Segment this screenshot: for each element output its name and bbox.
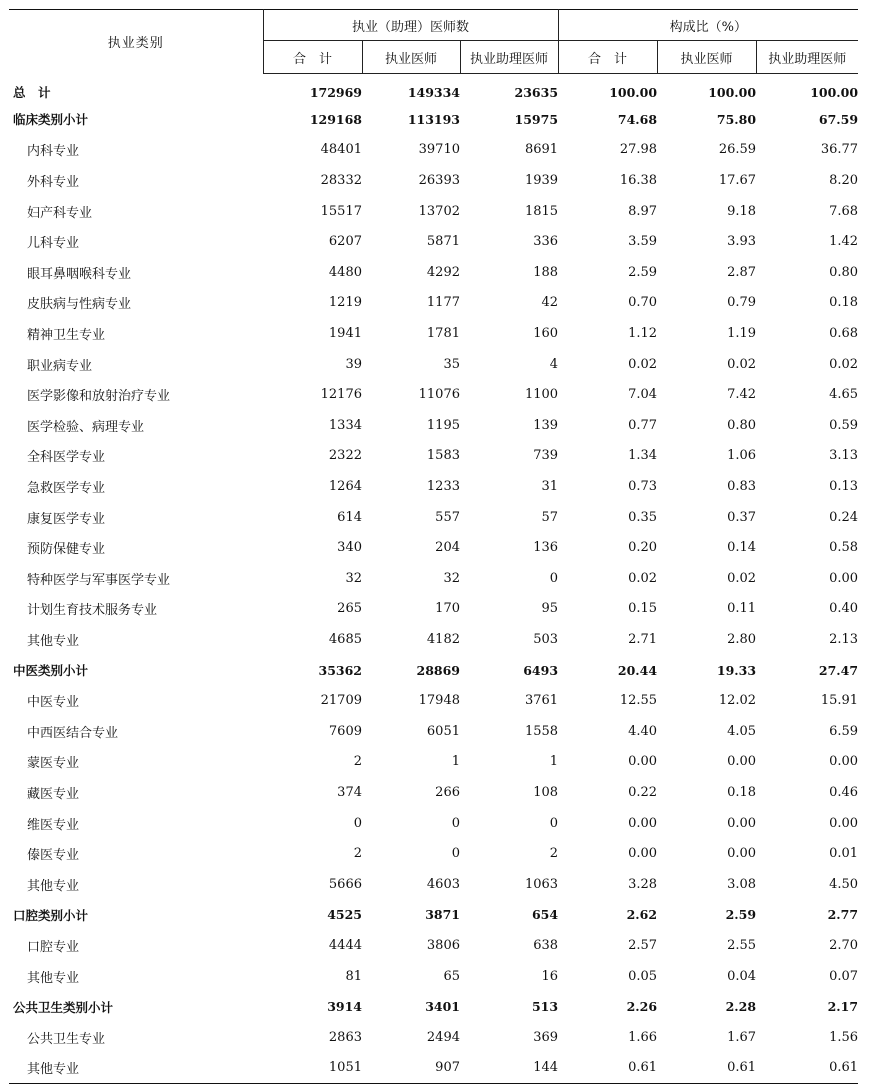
- row-label: 口腔类别小计: [13, 907, 89, 923]
- cell-count-assistant: 513: [531, 999, 559, 1015]
- cell-ratio-physician: 12.02: [718, 693, 757, 709]
- cell-count-physician: 557: [435, 509, 460, 525]
- cell-count-assistant: 1063: [524, 876, 559, 892]
- table-row: [9, 716, 858, 747]
- cell-ratio-assistant: 0.07: [829, 968, 859, 984]
- table-row: [9, 747, 858, 778]
- row-label: 其他专业: [27, 633, 80, 649]
- row-label: 总 计: [13, 84, 51, 100]
- row-label: 公共卫生专业: [27, 1031, 106, 1047]
- cell-count-physician: 1177: [426, 295, 460, 311]
- cell-ratio-physician: 1.67: [727, 1029, 757, 1045]
- cell-count-total: 3914: [327, 999, 362, 1015]
- row-label: 眼耳鼻咽喉科专业: [27, 266, 132, 282]
- cell-ratio-physician: 2.80: [727, 631, 757, 647]
- cell-count-assistant: 0: [549, 815, 559, 831]
- cell-count-physician: 28869: [416, 662, 460, 678]
- cell-count-assistant: 144: [533, 1060, 559, 1076]
- cell-count-assistant: 188: [533, 264, 559, 280]
- cell-ratio-total: 0.22: [628, 784, 658, 800]
- cell-count-assistant: 1: [549, 754, 559, 770]
- cell-ratio-assistant: 2.77: [827, 907, 859, 923]
- cell-ratio-physician: 0.80: [727, 417, 757, 433]
- row-label: 口腔专业: [27, 939, 80, 955]
- cell-count-assistant: 6493: [523, 662, 559, 678]
- cell-count-assistant: 31: [541, 479, 559, 495]
- cell-ratio-total: 0.05: [628, 968, 658, 984]
- row-label: 公共卫生类别小计: [13, 999, 114, 1015]
- cell-count-total: 0: [353, 815, 362, 831]
- cell-ratio-total: 0.00: [628, 815, 658, 831]
- table-row: [9, 1053, 858, 1084]
- row-label: 计划生育技术服务专业: [27, 603, 158, 619]
- cell-ratio-physician: 0.61: [727, 1060, 757, 1076]
- table-row: [9, 135, 858, 166]
- cell-count-assistant: 4: [549, 356, 559, 372]
- physician-category-table: [9, 9, 858, 1084]
- cell-count-total: 1219: [328, 295, 362, 311]
- table-row: [9, 685, 858, 716]
- cell-count-total: 15517: [320, 203, 362, 219]
- cell-ratio-assistant: 0.13: [829, 479, 859, 495]
- cell-ratio-total: 2.59: [628, 264, 658, 280]
- row-label: 特种医学与军事医学专业: [27, 572, 171, 588]
- cell-count-total: 5666: [328, 876, 362, 892]
- cell-ratio-assistant: 2.70: [829, 937, 859, 953]
- cell-ratio-total: 0.15: [628, 601, 658, 617]
- cell-ratio-physician: 17.67: [718, 173, 757, 189]
- cell-count-total: 7609: [328, 723, 362, 739]
- table-row: [9, 930, 858, 961]
- cell-ratio-total: 3.28: [628, 876, 658, 892]
- table-row: [9, 1022, 858, 1053]
- cell-count-total: 81: [345, 968, 362, 984]
- cell-count-assistant: 160: [533, 326, 559, 342]
- cell-ratio-assistant: 67.59: [818, 111, 859, 127]
- cell-ratio-total: 0.20: [628, 540, 658, 556]
- header-count-total: 合 计: [263, 41, 362, 74]
- cell-ratio-physician: 0.18: [727, 784, 757, 800]
- row-label: 维医专业: [27, 817, 80, 833]
- cell-ratio-assistant: 0.24: [829, 509, 859, 525]
- table-row: [9, 869, 858, 900]
- table-row: [9, 502, 858, 533]
- cell-ratio-total: 0.73: [628, 479, 658, 495]
- cell-ratio-assistant: 0.80: [829, 264, 859, 280]
- row-label: 预防保健专业: [27, 542, 106, 558]
- cell-count-total: 12176: [320, 387, 362, 403]
- cell-ratio-physician: 0.11: [727, 601, 757, 617]
- cell-count-total: 4480: [328, 264, 362, 280]
- row-label: 其他专业: [27, 878, 80, 894]
- cell-count-physician: 6051: [426, 723, 460, 739]
- cell-count-total: 48401: [320, 142, 362, 158]
- cell-count-total: 614: [337, 509, 362, 525]
- cell-ratio-physician: 0.02: [727, 570, 757, 586]
- cell-ratio-assistant: 0.58: [829, 540, 859, 556]
- cell-count-physician: 0: [451, 815, 460, 831]
- table-header: [9, 10, 858, 74]
- cell-count-assistant: 2: [549, 846, 559, 862]
- cell-count-total: 1264: [328, 479, 362, 495]
- cell-count-assistant: 3761: [524, 693, 559, 709]
- header-ratio-physician: 执业医师: [657, 41, 756, 74]
- cell-count-physician: 3401: [425, 999, 460, 1015]
- table-row: [9, 196, 858, 227]
- row-label: 儿科专业: [27, 236, 80, 252]
- cell-count-physician: 113193: [407, 111, 460, 127]
- cell-ratio-physician: 2.87: [727, 264, 757, 280]
- cell-ratio-total: 2.26: [626, 999, 658, 1015]
- cell-ratio-assistant: 1.42: [829, 234, 859, 250]
- cell-ratio-total: 4.40: [628, 723, 658, 739]
- cell-ratio-assistant: 4.65: [829, 387, 859, 403]
- cell-ratio-assistant: 0.68: [829, 326, 859, 342]
- cell-count-physician: 35: [443, 356, 460, 372]
- cell-ratio-physician: 0.00: [727, 846, 757, 862]
- cell-count-physician: 0: [451, 846, 460, 862]
- cell-count-assistant: 16: [541, 968, 559, 984]
- cell-ratio-total: 1.12: [628, 326, 658, 342]
- cell-count-physician: 4603: [426, 876, 460, 892]
- row-label: 精神卫生专业: [27, 328, 106, 344]
- cell-ratio-physician: 0.83: [727, 479, 757, 495]
- cell-count-total: 172969: [309, 84, 362, 100]
- cell-count-physician: 26393: [418, 173, 460, 189]
- row-label: 妇产科专业: [27, 205, 93, 221]
- row-label: 临床类别小计: [13, 112, 89, 128]
- row-label: 傣医专业: [27, 848, 80, 864]
- cell-ratio-physician: 19.33: [716, 662, 757, 678]
- cell-ratio-total: 2.71: [628, 631, 658, 647]
- header-ratio-total: 合 计: [558, 41, 657, 74]
- subtotal-row: [9, 900, 858, 931]
- cell-count-physician: 907: [435, 1060, 460, 1076]
- header-group-ratio: 构成比（%）: [558, 10, 858, 41]
- cell-ratio-total: 7.04: [628, 387, 658, 403]
- table-row: [9, 288, 858, 319]
- cell-count-assistant: 108: [533, 784, 559, 800]
- table-row: [9, 379, 858, 410]
- table-row: [9, 961, 858, 992]
- cell-ratio-assistant: 0.00: [829, 754, 859, 770]
- row-label: 皮肤病与性病专业: [27, 297, 132, 313]
- cell-count-total: 6207: [328, 234, 362, 250]
- cell-count-assistant: 42: [541, 295, 559, 311]
- cell-count-physician: 5871: [426, 234, 460, 250]
- cell-count-assistant: 139: [533, 417, 559, 433]
- cell-count-assistant: 0: [549, 570, 559, 586]
- cell-ratio-physician: 3.08: [727, 876, 757, 892]
- cell-count-physician: 1233: [426, 479, 460, 495]
- cell-ratio-total: 0.61: [628, 1060, 658, 1076]
- table-row: [9, 410, 858, 441]
- cell-ratio-physician: 7.42: [727, 387, 757, 403]
- cell-count-physician: 266: [435, 784, 460, 800]
- cell-ratio-total: 0.77: [628, 417, 658, 433]
- cell-count-physician: 32: [443, 570, 460, 586]
- cell-ratio-physician: 2.55: [727, 937, 757, 953]
- cell-count-total: 2322: [328, 448, 362, 464]
- cell-ratio-total: 2.57: [628, 937, 658, 953]
- cell-count-physician: 1583: [426, 448, 460, 464]
- table-row: [9, 532, 858, 563]
- header-category: 执业类别: [107, 36, 164, 52]
- table-row: [9, 318, 858, 349]
- table-row: [9, 257, 858, 288]
- cell-count-assistant: 739: [533, 448, 559, 464]
- row-label: 医学影像和放射治疗专业: [27, 389, 171, 405]
- subtotal-row: [9, 991, 858, 1022]
- cell-count-physician: 149334: [407, 84, 460, 100]
- cell-count-total: 28332: [320, 173, 362, 189]
- cell-ratio-assistant: 100.00: [810, 84, 859, 100]
- cell-ratio-assistant: 1.56: [829, 1029, 859, 1045]
- table-row: [9, 838, 858, 869]
- cell-ratio-total: 16.38: [619, 173, 658, 189]
- cell-ratio-assistant: 2.13: [829, 631, 859, 647]
- cell-ratio-assistant: 0.59: [829, 417, 859, 433]
- cell-ratio-total: 0.00: [628, 846, 658, 862]
- row-label: 其他专业: [27, 1062, 80, 1078]
- cell-count-assistant: 1558: [524, 723, 559, 739]
- cell-count-total: 340: [337, 540, 362, 556]
- cell-ratio-total: 74.68: [617, 111, 658, 127]
- cell-ratio-physician: 0.37: [727, 509, 757, 525]
- cell-ratio-assistant: 6.59: [829, 723, 859, 739]
- cell-ratio-assistant: 0.00: [829, 815, 859, 831]
- cell-count-assistant: 95: [541, 601, 559, 617]
- row-label: 急救医学专业: [27, 481, 106, 497]
- cell-ratio-assistant: 0.01: [829, 846, 859, 862]
- cell-count-assistant: 23635: [514, 84, 559, 100]
- header-count-physician: 执业医师: [362, 41, 460, 74]
- cell-ratio-physician: 3.93: [727, 234, 757, 250]
- row-label: 中西医结合专业: [27, 725, 119, 741]
- cell-count-assistant: 503: [533, 631, 559, 647]
- row-label: 藏医专业: [27, 786, 80, 802]
- cell-count-assistant: 15975: [514, 111, 559, 127]
- row-label: 蒙医专业: [27, 756, 80, 772]
- cell-count-total: 1334: [328, 417, 362, 433]
- cell-ratio-physician: 26.59: [718, 142, 757, 158]
- cell-count-total: 265: [337, 601, 362, 617]
- cell-ratio-total: 27.98: [619, 142, 658, 158]
- cell-ratio-assistant: 3.13: [829, 448, 859, 464]
- cell-ratio-physician: 100.00: [708, 84, 757, 100]
- cell-count-assistant: 1939: [524, 173, 559, 189]
- cell-count-total: 4685: [328, 631, 362, 647]
- cell-count-physician: 2494: [426, 1029, 460, 1045]
- cell-count-total: 21709: [320, 693, 362, 709]
- subtotal-row: [9, 655, 858, 686]
- cell-count-total: 2863: [328, 1029, 362, 1045]
- cell-ratio-total: 2.62: [626, 907, 658, 923]
- cell-count-total: 4444: [328, 937, 362, 953]
- cell-ratio-assistant: 0.18: [829, 295, 859, 311]
- cell-count-total: 35362: [318, 662, 362, 678]
- cell-count-total: 32: [345, 570, 362, 586]
- cell-ratio-total: 0.02: [628, 570, 658, 586]
- cell-ratio-total: 0.02: [628, 356, 658, 372]
- table-row: [9, 349, 858, 380]
- cell-count-total: 374: [337, 784, 362, 800]
- cell-ratio-assistant: 0.02: [829, 356, 859, 372]
- cell-count-assistant: 369: [533, 1029, 559, 1045]
- row-label: 外科专业: [27, 175, 80, 191]
- row-label: 医学检验、病理专业: [27, 419, 145, 435]
- cell-count-physician: 1195: [426, 417, 460, 433]
- cell-count-total: 39: [345, 356, 362, 372]
- cell-count-assistant: 638: [533, 937, 559, 953]
- cell-ratio-physician: 2.59: [725, 907, 757, 923]
- cell-count-total: 1941: [328, 326, 362, 342]
- cell-count-assistant: 1815: [524, 203, 559, 219]
- table-row: [9, 471, 858, 502]
- cell-ratio-physician: 0.00: [727, 815, 757, 831]
- cell-ratio-assistant: 36.77: [820, 142, 859, 158]
- cell-count-physician: 1: [451, 754, 460, 770]
- cell-count-physician: 17948: [418, 693, 460, 709]
- cell-ratio-total: 8.97: [628, 203, 658, 219]
- cell-ratio-total: 20.44: [617, 662, 658, 678]
- cell-count-physician: 3871: [425, 907, 460, 923]
- cell-ratio-physician: 9.18: [727, 203, 757, 219]
- cell-ratio-total: 0.35: [628, 509, 658, 525]
- table-row: [9, 594, 858, 625]
- cell-count-total: 2: [353, 846, 362, 862]
- cell-count-physician: 3806: [426, 937, 460, 953]
- cell-ratio-assistant: 7.68: [829, 203, 859, 219]
- cell-ratio-assistant: 0.46: [829, 784, 859, 800]
- cell-count-physician: 13702: [418, 203, 460, 219]
- cell-ratio-assistant: 15.91: [820, 693, 859, 709]
- cell-ratio-assistant: 0.00: [829, 570, 859, 586]
- row-label: 中医类别小计: [13, 663, 89, 679]
- row-label: 中医专业: [27, 695, 80, 711]
- table-row: [9, 226, 858, 257]
- cell-count-assistant: 136: [533, 540, 559, 556]
- subtotal-row: [9, 104, 858, 135]
- row-label: 内科专业: [27, 144, 80, 160]
- cell-count-total: 2: [353, 754, 362, 770]
- row-label: 职业病专业: [27, 358, 93, 374]
- cell-ratio-physician: 2.28: [725, 999, 757, 1015]
- cell-count-assistant: 8691: [524, 142, 559, 158]
- cell-count-assistant: 336: [533, 234, 559, 250]
- cell-ratio-assistant: 4.50: [829, 876, 859, 892]
- cell-ratio-physician: 0.14: [727, 540, 757, 556]
- cell-ratio-physician: 0.04: [727, 968, 757, 984]
- table-row: [9, 563, 858, 594]
- cell-count-physician: 4182: [426, 631, 460, 647]
- cell-count-physician: 11076: [418, 387, 460, 403]
- header-group-count: 执业（助理）医师数: [263, 10, 558, 41]
- table-row: [9, 808, 858, 839]
- cell-ratio-physician: 0.00: [727, 754, 757, 770]
- cell-count-total: 129168: [309, 111, 362, 127]
- cell-count-physician: 4292: [426, 264, 460, 280]
- cell-ratio-physician: 0.02: [727, 356, 757, 372]
- total-row: [9, 74, 858, 105]
- cell-count-assistant: 57: [541, 509, 559, 525]
- cell-ratio-assistant: 27.47: [818, 662, 859, 678]
- table-row: [9, 624, 858, 655]
- table-body: [9, 74, 858, 1084]
- row-label: 其他专业: [27, 970, 80, 986]
- cell-ratio-physician: 1.06: [727, 448, 757, 464]
- cell-count-total: 4525: [327, 907, 362, 923]
- row-label: 全科医学专业: [27, 450, 106, 466]
- cell-ratio-assistant: 2.17: [827, 999, 859, 1015]
- cell-ratio-total: 0.70: [628, 295, 658, 311]
- cell-ratio-physician: 4.05: [727, 723, 757, 739]
- cell-ratio-assistant: 0.40: [829, 601, 859, 617]
- table-row: [9, 165, 858, 196]
- cell-count-physician: 204: [435, 540, 460, 556]
- cell-count-physician: 170: [435, 601, 460, 617]
- cell-ratio-total: 1.34: [628, 448, 658, 464]
- row-label: 康复医学专业: [27, 511, 106, 527]
- cell-ratio-physician: 75.80: [716, 111, 757, 127]
- table-row: [9, 441, 858, 472]
- cell-count-total: 1051: [328, 1060, 362, 1076]
- cell-ratio-total: 1.66: [628, 1029, 658, 1045]
- cell-ratio-total: 12.55: [619, 693, 658, 709]
- cell-count-assistant: 654: [531, 907, 559, 923]
- cell-count-physician: 1781: [426, 326, 460, 342]
- cell-ratio-total: 3.59: [628, 234, 658, 250]
- cell-count-physician: 65: [443, 968, 460, 984]
- cell-ratio-assistant: 8.20: [829, 173, 859, 189]
- cell-ratio-physician: 0.79: [727, 295, 757, 311]
- header-ratio-assistant: 执业助理医师: [756, 41, 858, 74]
- header-count-assistant: 执业助理医师: [460, 41, 558, 74]
- cell-count-assistant: 1100: [524, 387, 559, 403]
- cell-ratio-total: 100.00: [609, 84, 658, 100]
- cell-ratio-assistant: 0.61: [829, 1060, 859, 1076]
- cell-ratio-physician: 1.19: [727, 326, 757, 342]
- cell-count-physician: 39710: [418, 142, 460, 158]
- cell-ratio-total: 0.00: [628, 754, 658, 770]
- table-row: [9, 777, 858, 808]
